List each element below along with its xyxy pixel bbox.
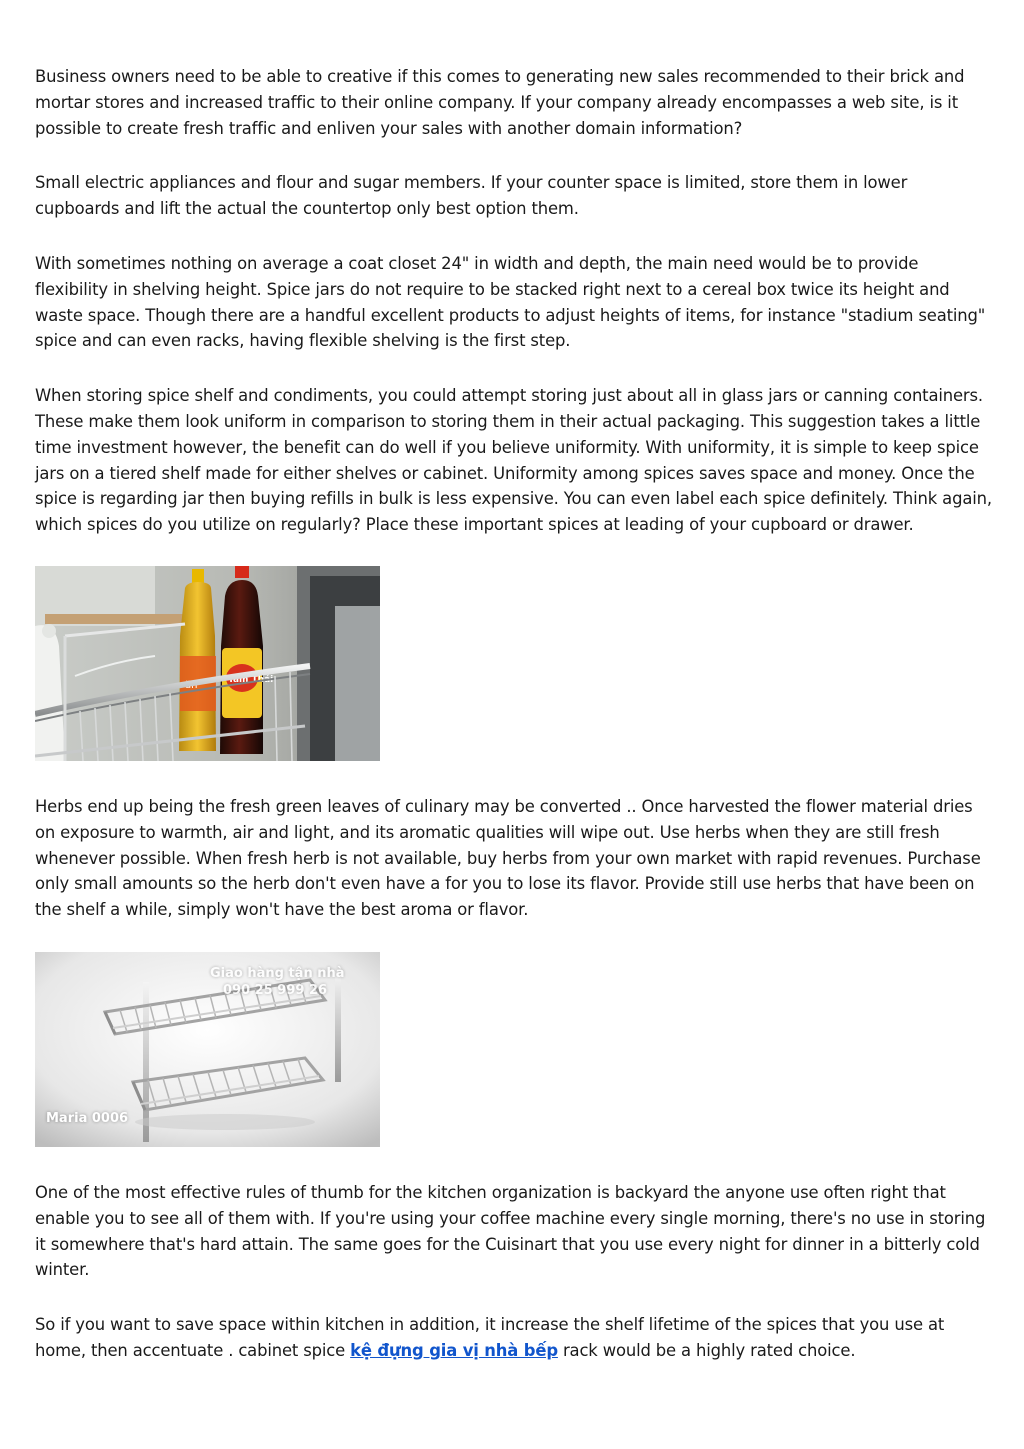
spice-rack-photo	[35, 952, 380, 1147]
product-code-label: Maria 0006	[46, 1110, 129, 1126]
svg-text:ăn: ăn	[185, 679, 198, 691]
paragraph-3: With sometimes nothing on average a coat closet 24" in width and depth, the main need would be to provide flexibility in shelving height. Spice jars do not require to be stacked right next to a cereal box twice its height and waste space. Though there are a handful excellent products to adjust heights of items, for instance "stadium seating" spice and can even racks, having flexible shelving is the first step.	[35, 253, 986, 351]
paragraph-6: One of the most effective rules of thumb for the kitchen organization is backyard the anyone use often right that enable you to see all of them with. If you're using your coffee machine every single morning, there's no use in storing it somewhere that's hard attain. The same goes for the Cuisinart that you use every night for dinner in a bitterly cold winter.	[35, 1182, 986, 1280]
spice-rack-link[interactable]: kệ đựng gia vị nhà bếp	[350, 1340, 558, 1360]
paragraph-7	[35, 1312, 995, 1364]
paragraph-1: Business owners need to be able to creative if this comes to generating new sales recommended to their brick and mortar stores and increased traffic to their online company. If your company already encompasses a web site, is it possible to create fresh traffic and enliven your sales with another domain information?	[35, 67, 965, 138]
paragraph-2: Small electric appliances and flour and sugar members. If your counter space is limited, store them in lower cupboards and lift the actual the countertop only best option them.	[35, 173, 908, 219]
phone-watermark: 090 25 999 26	[223, 982, 328, 998]
delivery-watermark: Giao hàng tận nhà	[210, 965, 345, 981]
paragraph-4: When storing spice shelf and condiments, you could attempt storing just about all in glass jars or canning containers. These make them look uniform in comparison to storing them in their actual packaging. This suggestion takes a little time investment however, the benefit can do well if you believe uniformity. With uniformity, it is simple to keep spice jars on a tiered shelf made for either shelves or cabinet. Uniformity among spices saves space and money. Once the spice is regarding jar then buying refills in bulk is less expensive. You can even label each spice definitely. Think again, which spices do you utilize on regularly? Place these important spices at leading of your cupboard or drawer.	[35, 386, 992, 535]
paragraph-7-after-link: rack would be a highly rated choice.	[557, 1340, 856, 1360]
kitchen-basket-photo	[35, 566, 380, 761]
bottle-label: Tam Thái	[228, 674, 274, 685]
article-body	[35, 64, 995, 1364]
paragraph-5: Herbs end up being the fresh green leaves of culinary may be converted .. Once harvested the flower material dries on exposure to warmth, air and light, and its aromatic qualities will wipe out. Use herbs when they are still fresh whenever possible. When fresh herb is not available, buy herbs from your own market with rapid revenues. Purchase only small amounts so the herb don't even have a for you to lose its flavor. Provide still use herbs that have been on the shelf a while, simply won't have the best aroma or flavor.	[35, 796, 981, 920]
paragraph-7-before-link: So if you want to save space within kitchen in addition, it increase the shelf lifetime of the spices that you use at home, then accentuate . cabinet spice	[35, 1315, 945, 1360]
kitchen-pullout-basket-with-bottles-photo	[35, 566, 380, 761]
